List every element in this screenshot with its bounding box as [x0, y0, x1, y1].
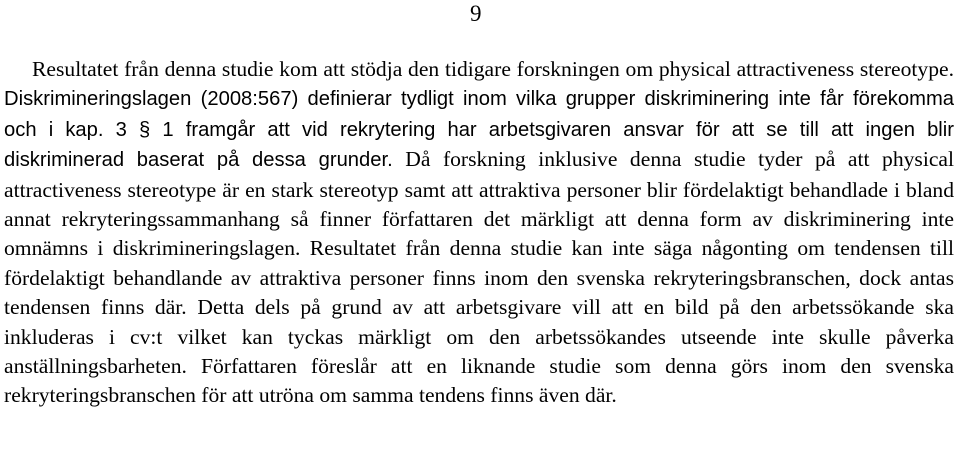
paragraph-segment-4: Resultatet från denna studie kan inte säga någonting om tendensen till fördelaktigt behandlande av attraktiva personer finns inom den svenska rekryteringsbranschen, dock antas tendensen finns där. Detta dels på grund av att arbetsgivare vill att en bild på den arbetssökande ska inkluderas i cv:t vilket kan tyckas märkligt om den arbetssökandes utseende inte skulle påverka anställningsbarheten. Författaren föreslår att en liknande studie som denna görs inom den svenska rekryteringsbranschen för att utröna om samma tendens finns även där. [4, 236, 954, 408]
paragraph-segment-3: Då forskning inklusive denna studie tyder på att physical attractiveness stereotype är en stark stereotyp samt att attraktiva personer blir fördelaktigt behandlade i bland annat rekryteringssammanhang så finner författaren det märkligt att denna form av diskriminering inte omnämns i diskrimineringslagen. [4, 147, 954, 261]
body-paragraph [4, 55, 954, 411]
paragraph-segment-2: Diskrimineringslagen (2008:567) definierar tydligt inom vilka grupper diskriminering inte får förekomma och i kap. 3 § 1 framgår att vid rekrytering har arbetsgivaren ansvar för att se till att ingen blir diskriminerad baserat på dessa grunder. [4, 88, 954, 172]
page-number: 9 [470, 1, 482, 26]
paragraph-segment-1: Resultatet från denna studie kom att stödja den tidigare forskningen om physical attractiveness stereotype. [32, 57, 954, 81]
